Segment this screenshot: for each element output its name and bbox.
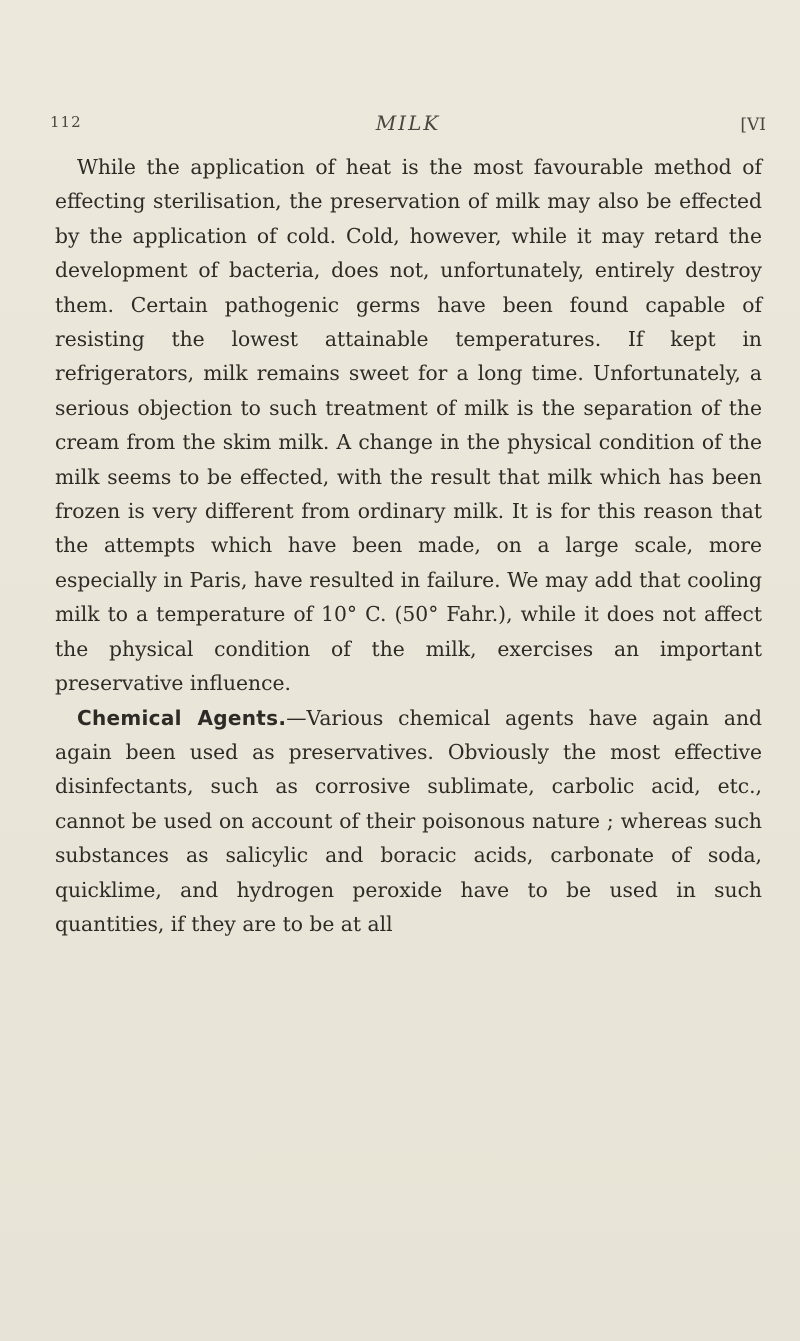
paragraph-text: —Various chemical agents have again and again been used as preservatives. Obviously the most effective disinfectants, such as corrosive sublimate, carbolic acid, etc., cannot be used on account of their poisonous nature ; whereas such substances as salicylic and boracic acids, carbonate of soda, quicklime, and hydrogen peroxide have to be used in such quantities, if they are to be at all <box>55 705 762 936</box>
section-heading: Chemical Agents. <box>77 705 287 730</box>
running-title: MILK <box>375 111 441 135</box>
page-number: 112 <box>50 113 82 131</box>
page-header <box>50 113 766 143</box>
chapter-marker: [VI <box>740 115 766 135</box>
body-text <box>55 150 762 941</box>
paragraph-chemical-agents <box>55 701 762 942</box>
paragraph-cold-preservation: While the application of heat is the most favourable method of effecting sterilisation, the preservation of milk may also be effected by the application of cold. Cold, however, while it may retard the development of bacteria, does not, unfortunately, entirely destroy them. Certain pathogenic germs have been found capable of resisting the lowest attainable temperatures. If kept in refrigerators, milk remains sweet for a long time. Unfortunately, a serious objection to such treatment of milk is the separation of the cream from the skim milk. A change in the physical condition of the milk seems to be effected, with the result that milk which has been frozen is very different from ordinary milk. It is for this reason that the attempts which have been made, on a large scale, more especially in Paris, have resulted in failure. We may add that cooling milk to a temperature of 10° C. (50° Fahr.), while it does not affect the physical condition of the milk, exercises an important preservative influence. <box>55 155 762 696</box>
